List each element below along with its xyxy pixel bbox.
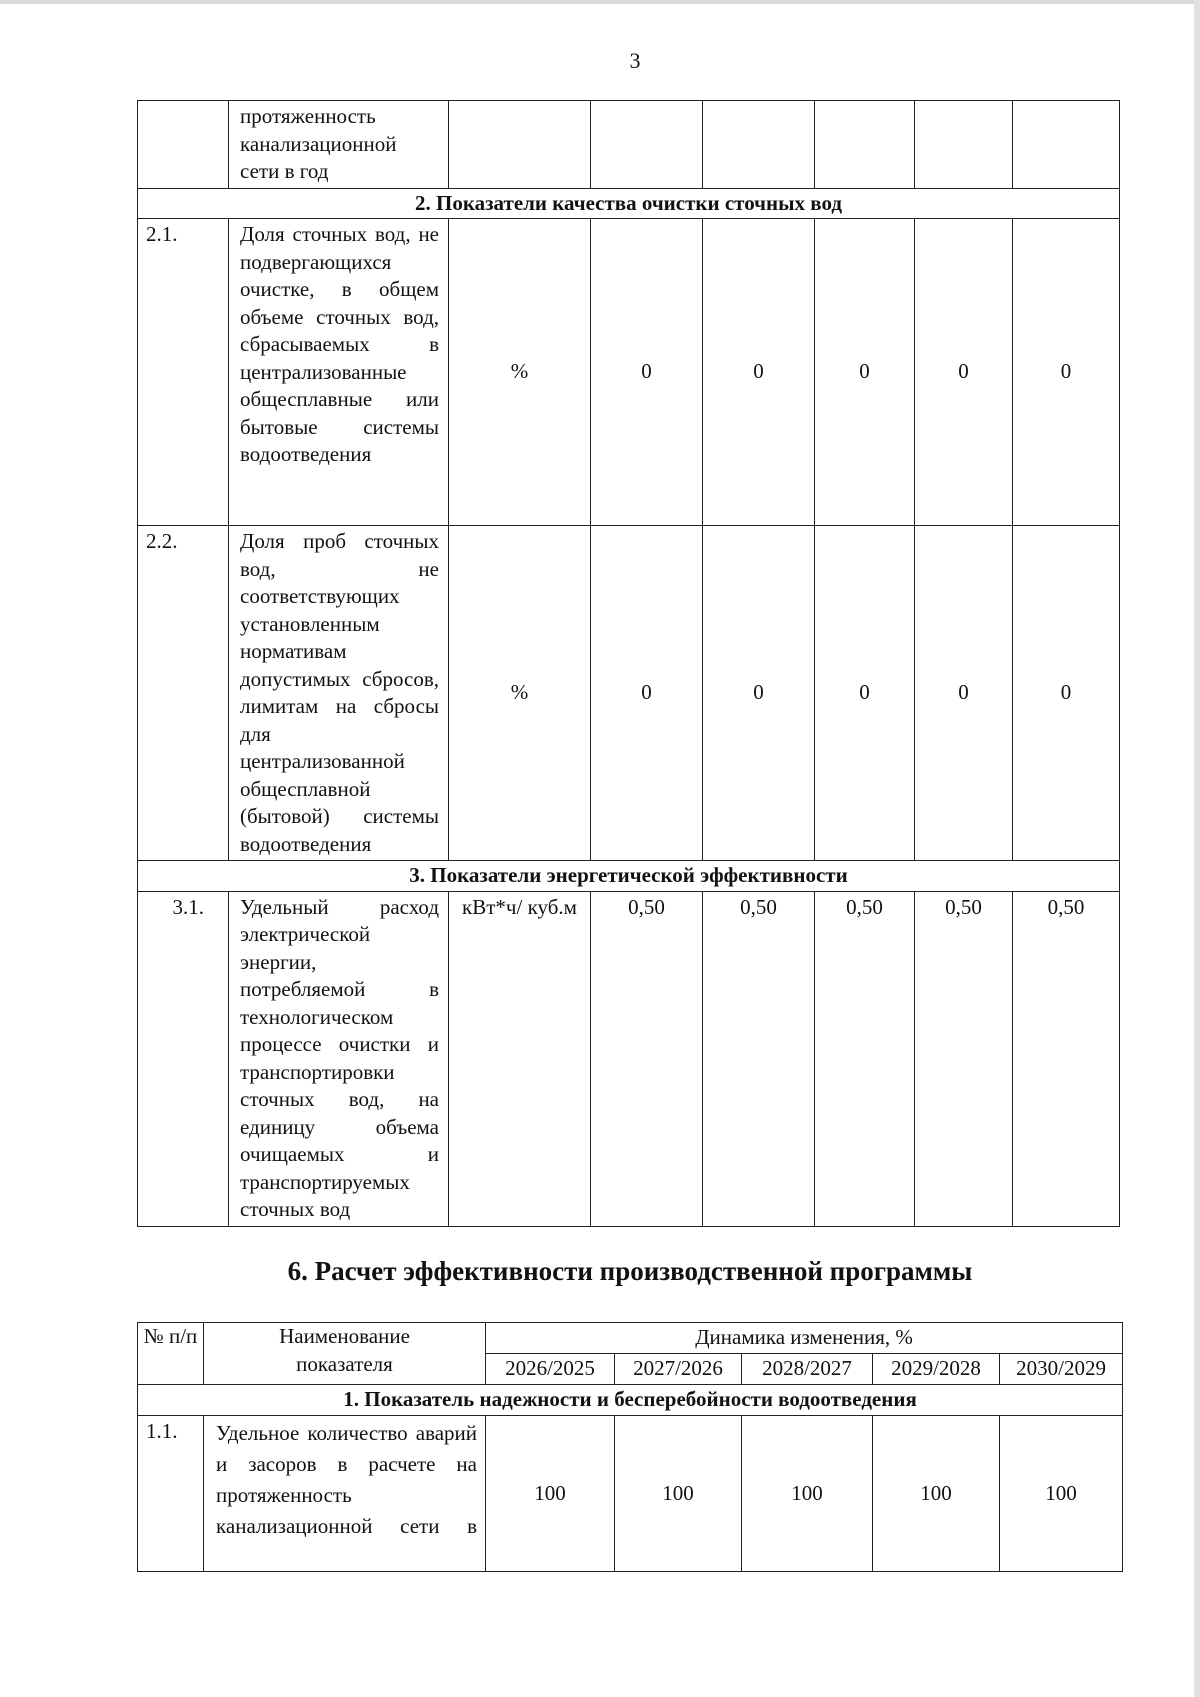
value-cell: 0,50 — [591, 891, 703, 1226]
scan-edge-top — [0, 0, 1200, 4]
indicators-table — [137, 100, 1120, 1227]
section-title: 2. Показатели качества очистки сточных вод — [138, 188, 1120, 219]
efficiency-table — [137, 1322, 1123, 1572]
value-cell: 0 — [591, 526, 703, 861]
indicator-name: Удельный расход электрической энергии, потребляемой в технологическом процессе очистки и транспортировки сточных вод, на единицу объема очищаемых и транспортируемых сточных вод — [229, 891, 449, 1226]
value-cell: 0 — [703, 219, 815, 526]
section-row — [138, 861, 1120, 892]
unit-cell: % — [449, 526, 591, 861]
value-cell — [591, 101, 703, 189]
column-header-year: 2030/2029 — [1000, 1354, 1123, 1385]
value-cell: 100 — [1000, 1416, 1123, 1572]
table-row — [138, 1416, 1123, 1572]
column-header-name: Наименование показателя — [204, 1323, 486, 1385]
indicator-name: протяженность канализационной сети в год — [229, 101, 449, 189]
indicator-name: Доля проб сточных вод, не соответствующих установленным нормативам допустимых сбросов, лимитам на сбросы для централизованной общесплавной (бытовой) системы водоотведения — [229, 526, 449, 861]
section-title: 3. Показатели энергетической эффективности — [138, 861, 1120, 892]
value-cell — [815, 101, 915, 189]
value-cell: 0 — [915, 526, 1013, 861]
value-cell: 0 — [1013, 526, 1120, 861]
unit-cell: кВт*ч/ куб.м — [449, 891, 591, 1226]
table-row — [138, 891, 1120, 1226]
value-cell — [703, 101, 815, 189]
value-cell: 100 — [873, 1416, 1000, 1572]
value-cell: 100 — [486, 1416, 615, 1572]
row-number: 1.1. — [138, 1416, 204, 1572]
column-header-year: 2028/2027 — [742, 1354, 873, 1385]
value-cell — [915, 101, 1013, 189]
table-row — [138, 526, 1120, 861]
row-number: 3.1. — [138, 891, 229, 1226]
value-cell: 0,50 — [915, 891, 1013, 1226]
column-header-year: 2029/2028 — [873, 1354, 1000, 1385]
value-cell: 0 — [1013, 219, 1120, 526]
scan-edge-right — [1194, 0, 1200, 1697]
value-cell: 0,50 — [815, 891, 915, 1226]
table-row — [138, 101, 1120, 189]
indicator-name: Доля сточных вод, не подвергающихся очистке, в общем объеме сточных вод, сбрасываемых в централизованные общесплавные или бытовые системы водоотведения — [229, 219, 449, 526]
column-header-dynamics: Динамика изменения, % — [486, 1323, 1123, 1354]
value-cell: 0 — [591, 219, 703, 526]
unit-cell: % — [449, 219, 591, 526]
section-title: 1. Показатель надежности и бесперебойности водоотведения — [138, 1385, 1123, 1416]
column-header-year: 2026/2025 — [486, 1354, 615, 1385]
value-cell: 0,50 — [1013, 891, 1120, 1226]
indicator-name: Удельное количество аварий и засоров в расчете на протяженность канализационной сети в — [204, 1416, 486, 1572]
table-row — [138, 219, 1120, 526]
value-cell: 0,50 — [703, 891, 815, 1226]
value-cell: 0 — [815, 526, 915, 861]
row-number: 2.2. — [138, 526, 229, 861]
row-number — [138, 101, 229, 189]
section-heading: 6. Расчет эффективности производственной программы — [287, 1256, 973, 1286]
column-header-year: 2027/2026 — [615, 1354, 742, 1385]
unit-cell — [449, 101, 591, 189]
section-row — [138, 188, 1120, 219]
column-header-number: № п/п — [138, 1323, 204, 1385]
section-row — [138, 1385, 1123, 1416]
row-number: 2.1. — [138, 219, 229, 526]
table-header-row — [138, 1323, 1123, 1354]
value-cell: 100 — [615, 1416, 742, 1572]
value-cell: 0 — [815, 219, 915, 526]
value-cell — [1013, 101, 1120, 189]
value-cell: 100 — [742, 1416, 873, 1572]
value-cell: 0 — [915, 219, 1013, 526]
page-number: 3 — [629, 48, 641, 73]
value-cell: 0 — [703, 526, 815, 861]
